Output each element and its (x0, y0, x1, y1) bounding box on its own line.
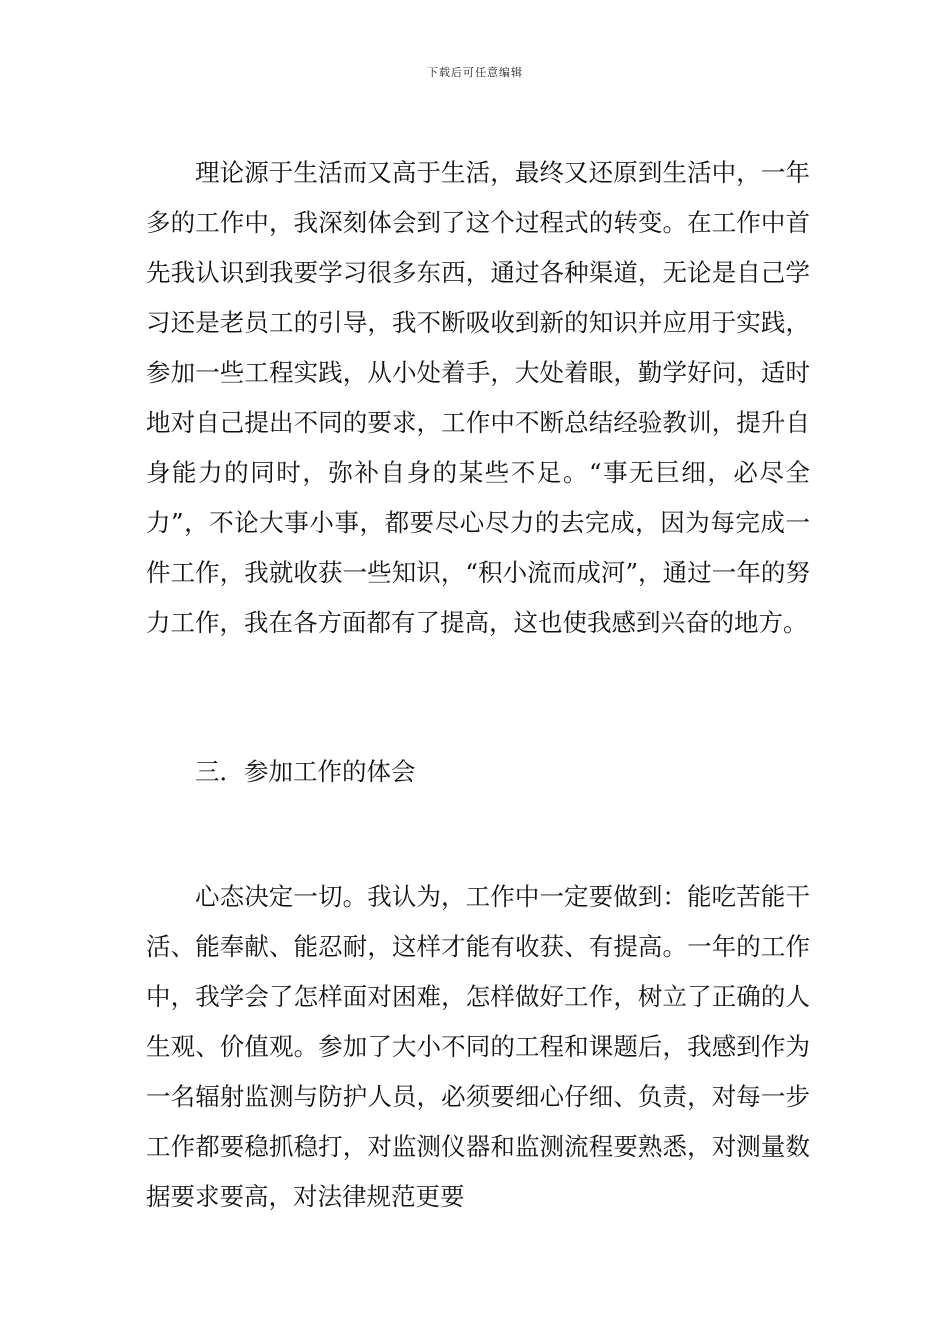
page-header: 下载后可任意编辑 (427, 66, 523, 79)
body-paragraph-1: 理论源于生活而又高于生活，最终又还原到生活中，一年多的工作中，我深刻体会到了这个过程式的转变。在工作中首先我认识到我要学习很多东西，通过各种渠道，无论是自己学习还是老员工的引导，我不断吸收到新的知识并应用于实践，参加一些工程实践，从小处着手，大处着眼，勤学好问，适时地对自己提出不同的要求，工作中不断总结经验教训，提升自身能力的同时，弥补自身的某些不足。“事无巨细，必尽全力”，不论大事小事，都要尽心尽力的去完成，因为每完成一件工作，我就收获一些知识，“积小流而成河”，通过一年的努力工作，我在各方面都有了提高，这也使我感到兴奋的地方。 (146, 158, 810, 637)
section-heading: 三．参加工作的体会 (195, 757, 416, 786)
body-paragraph-2: 心态决定一切。我认为，工作中一定要做到：能吃苦能干活、能奉献、能忍耐，这样才能有收获、有提高。一年的工作中，我学会了怎样面对困难，怎样做好工作，树立了正确的人生观、价值观。参加了大小不同的工程和课题后，我感到作为一名辐射监测与防护人员，必须要细心仔细、负责，对每一步工作都要稳抓稳打，对监测仪器和监测流程要熟悉，对测量数据要求要高，对法律规范更要 (146, 882, 810, 1211)
